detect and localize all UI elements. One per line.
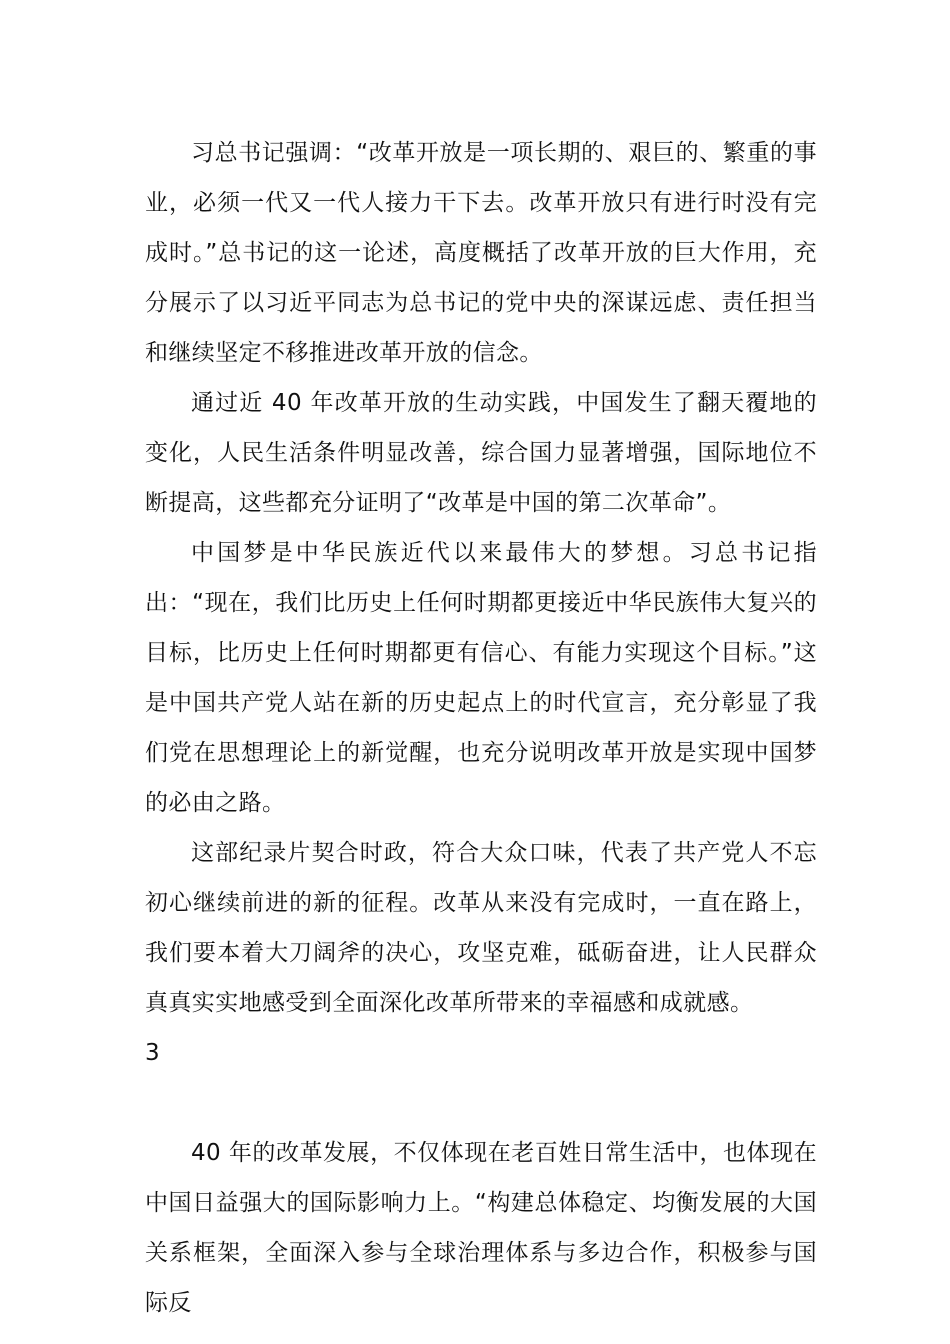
document-body	[145, 128, 817, 1328]
paragraph-china-dream: 中国梦是中华民族近代以来最伟大的梦想。习总书记指出：“现在，我们比历史上任何时期都更接近中华民族伟大复兴的目标，比历史上任何时期都更有信心、有能力实现这个目标。”这是中国共产党人站在新的历史起点上的时代宣言，充分彰显了我们党在思想理论上的新觉醒，也充分说明改革开放是实现中国梦的必由之路。	[145, 540, 817, 816]
paragraph-international-influence: 40 年的改革发展，不仅体现在老百姓日常生活中，也体现在中国日益强大的国际影响力上。“构建总体稳定、均衡发展的大国关系框架，全面深入参与全球治理体系与多边合作，积极参与国际反	[145, 1140, 817, 1316]
paragraph-documentary: 这部纪录片契合时政，符合大众口味，代表了共产党人不忘初心继续前进的新的征程。改革从来没有完成时，一直在路上，我们要本着大刀阔斧的决心，攻坚克难，砥砺奋进，让人民群众真真实实地感受到全面深化改革所带来的幸福感和成就感。	[145, 840, 817, 1016]
section-number: 3	[145, 1040, 160, 1066]
section-spacer	[145, 1078, 817, 1128]
paragraph-forty-years-practice: 通过近 40 年改革开放的生动实践，中国发生了翻天覆地的变化，人民生活条件明显改善，综合国力显著增强，国际地位不断提高，这些都充分证明了“改革是中国的第二次革命”。	[145, 390, 817, 516]
paragraph-reform-endurance: 习总书记强调：“改革开放是一项长期的、艰巨的、繁重的事业，必须一代又一代人接力干下去。改革开放只有进行时没有完成时。”总书记的这一论述，高度概括了改革开放的巨大作用，充分展示了以习近平同志为总书记的党中央的深谋远虑、责任担当和继续坚定不移推进改革开放的信念。	[145, 140, 817, 366]
